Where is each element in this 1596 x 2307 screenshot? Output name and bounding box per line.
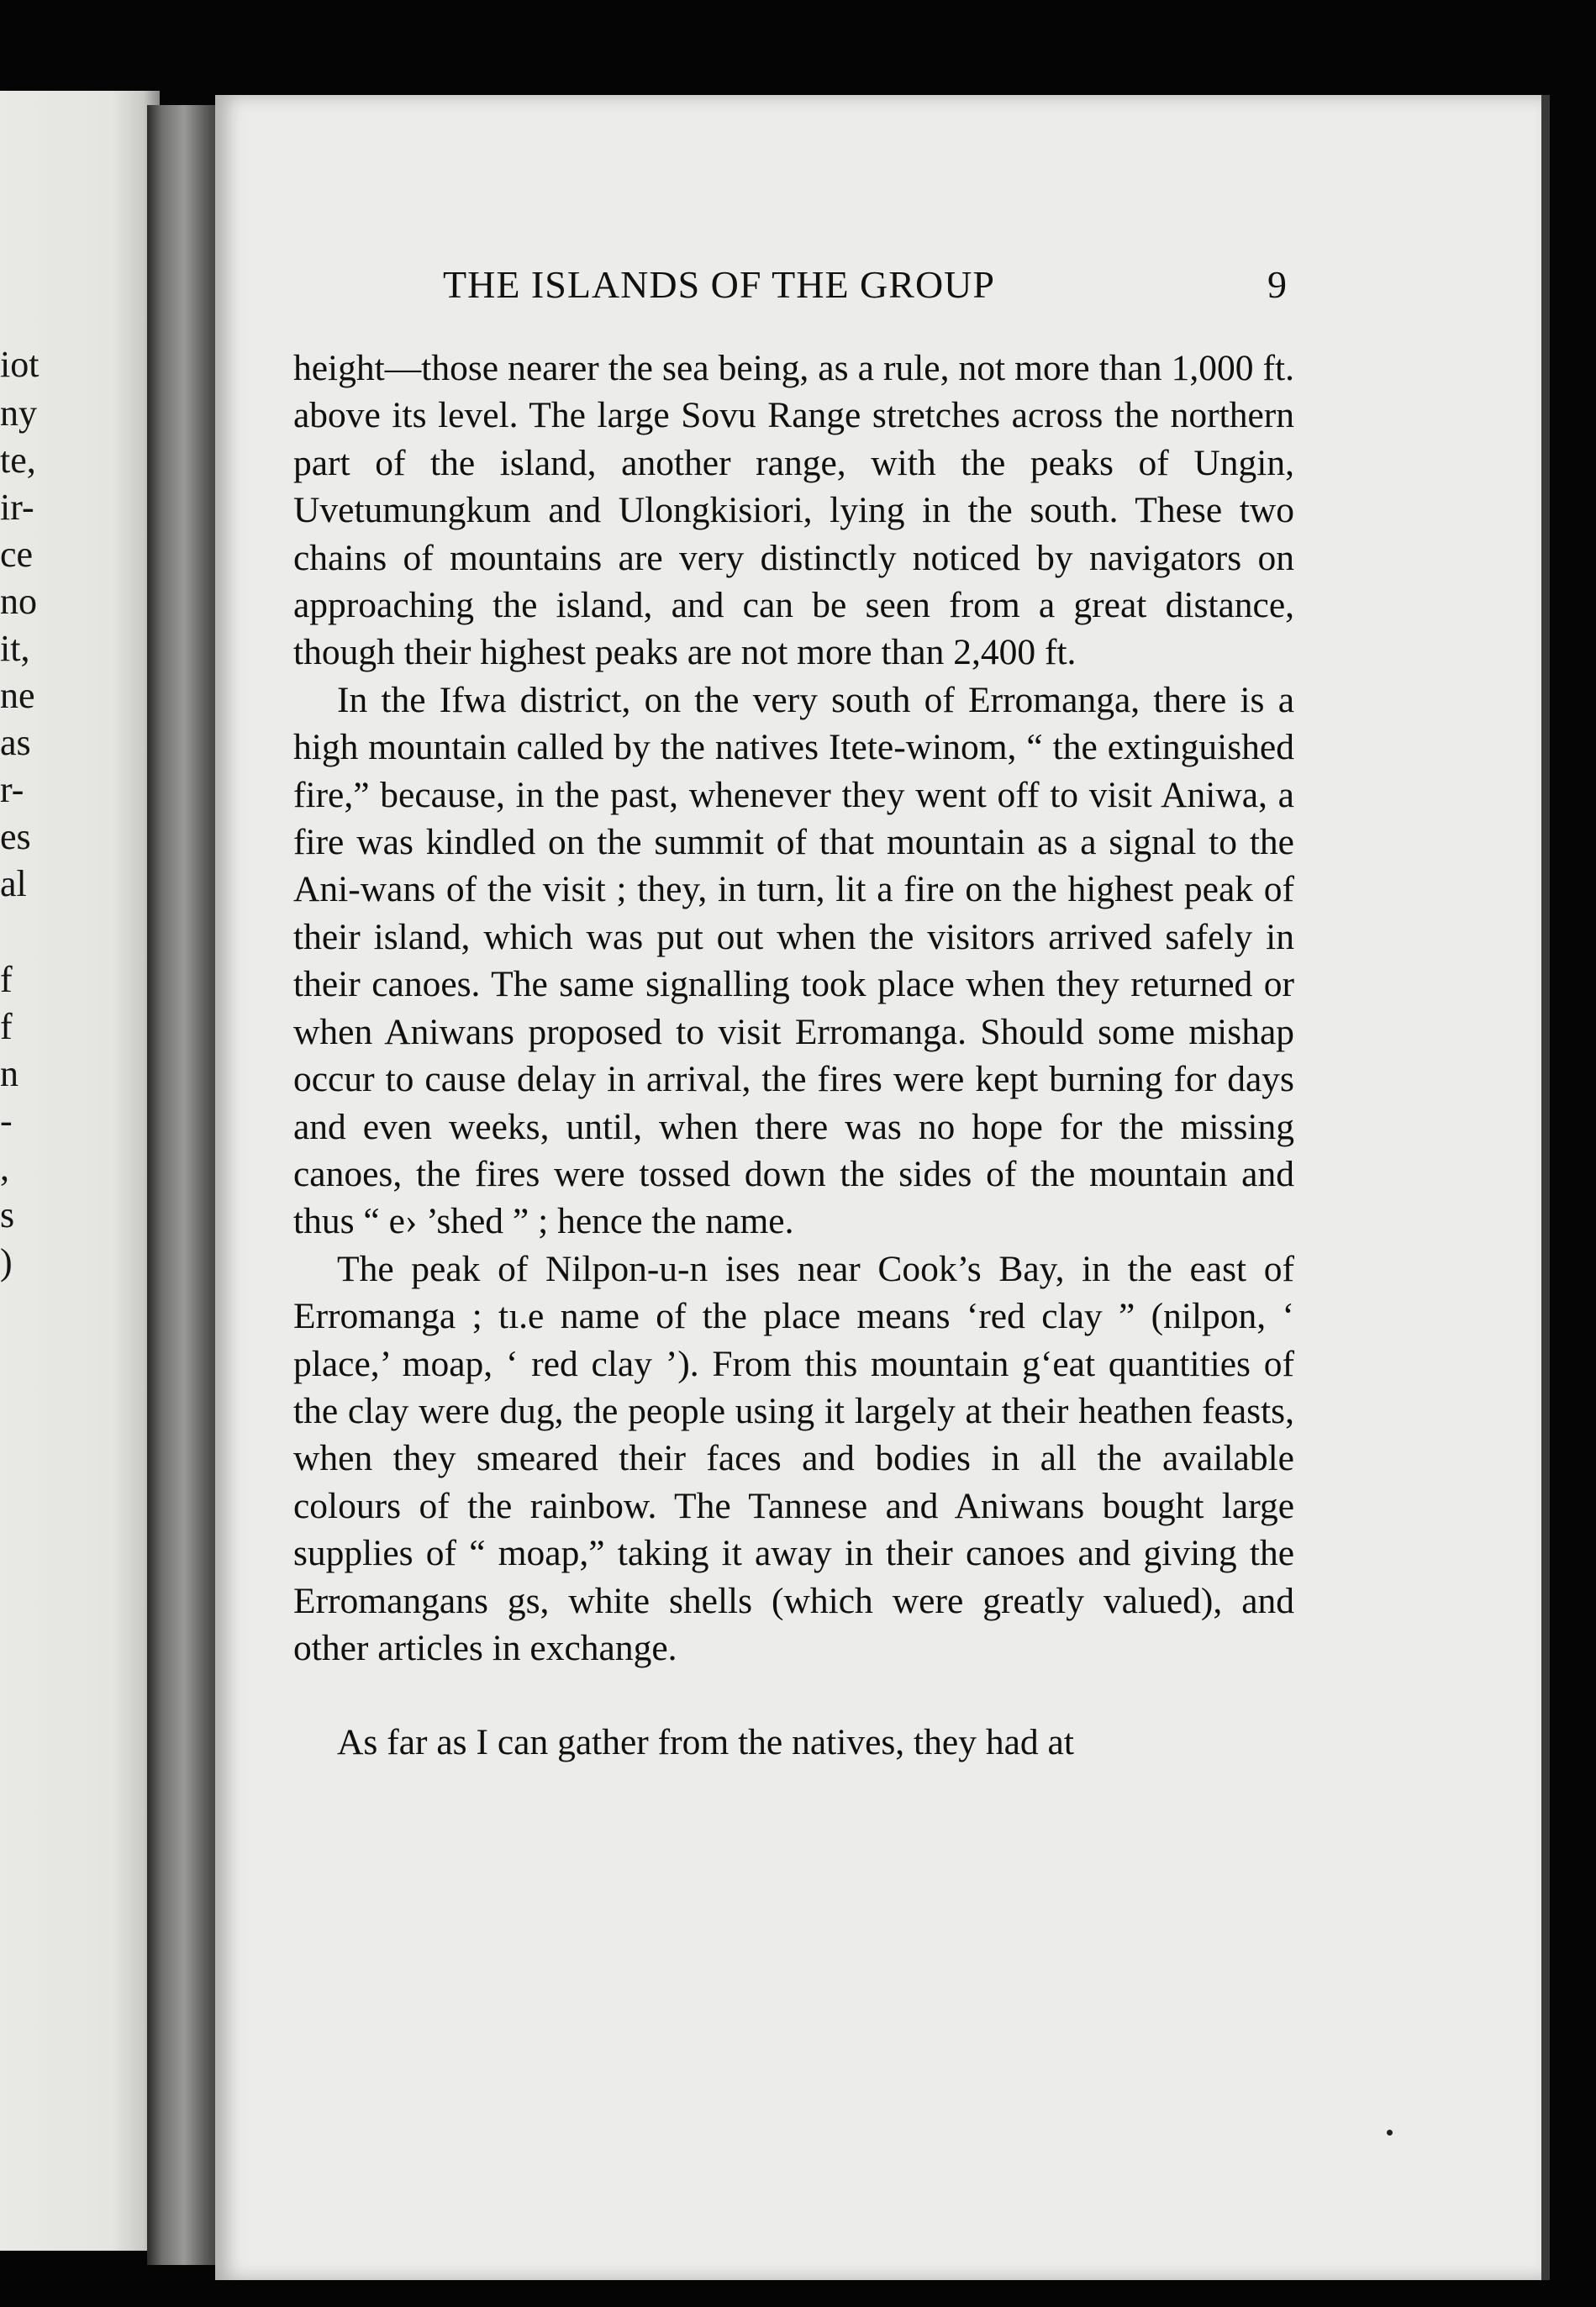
running-head: THE ISLANDS OF THE GROUP — [443, 263, 995, 306]
left-line-fragment: s — [0, 1194, 15, 1235]
left-line-fragment: f — [0, 1006, 13, 1047]
paragraph: In the Ifwa district, on the very south of Erromanga, there is a high mountain called by the natives Itete-winom, “ the extinguished fire,” because, in the past, whenever they went off to visit Aniwa, a fire was kindled on the summit of that mountain as a signal to the Ani-wans of the visit ; they, in turn, lit a fire on the highest peak of their island, which was put out when the visitors arrived safely in their canoes. The same signalling took place when they returned or when Aniwans proposed to visit Erromanga. Should some mishap occur to cause delay in arrival, the fires were kept burning for days and even weeks, until, when there was no hope for the missing canoes, the fires were tossed down the sides of the mountain and thus “ e› ’shed ” ; hence the name. — [293, 679, 1294, 1242]
left-line-fragment: r- — [0, 769, 24, 810]
left-line-fragment: ir- — [0, 487, 34, 528]
book-gutter-shadow — [147, 105, 221, 2265]
paragraph: As far as I can gather from the natives, they had at — [337, 1722, 1074, 1763]
left-line-fragment: ny — [0, 392, 37, 434]
left-line-fragment: ne — [0, 675, 35, 716]
left-line-fragment: iot — [0, 344, 40, 385]
left-line-fragment: no — [0, 581, 37, 622]
body-text — [293, 345, 1294, 1767]
page-edge — [1541, 95, 1550, 2280]
paragraph: The peak of Nilpon-u-n ises near Cook’s Bay, in the east of Erromanga ; tı.e name of the place means ‘red clay ” (nilpon, ‘ place,’ moap, ‘ red clay ’). From this mountain gʻeat quantities of the clay were dug, the people using it largely at their heathen feasts, when they smeared their faces and bodies in all the available colours of the rainbow. The Tannese and Aniwans bought large supplies of “ moap,” taking it away in their canoes and giving the Erromangans gs, white shells (which were greatly valued), and other articles in exchange. — [293, 1248, 1294, 1668]
left-line-fragment: f — [0, 959, 13, 1000]
scan-speck — [1387, 2130, 1393, 2136]
left-line-fragment: - — [0, 1100, 13, 1141]
left-line-fragment: al — [0, 863, 27, 904]
left-line-fragment: as — [0, 722, 31, 763]
left-line-fragment: , — [0, 1147, 9, 1188]
left-line-fragment: es — [0, 816, 31, 857]
left-line-fragment: ) — [0, 1241, 13, 1283]
left-line-fragment: it, — [0, 628, 30, 669]
left-line-fragment: te, — [0, 440, 36, 481]
left-line-fragment: n — [0, 1053, 18, 1094]
paragraph: height—those nearer the sea being, as a rule, not more than 1,000 ft. above its level. The large Sovu Range stretches across the northern part of the island, another range, with the peaks of Ungin, Uvetumungkum and Ulongkisiori, lying in the south. These two chains of mountains are very distinctly noticed by navigators on approaching the island, and can be seen from a great distance, though their highest peaks are not more than 2,400 ft. — [293, 348, 1294, 673]
page-number: 9 — [1267, 263, 1287, 306]
left-line-fragment: ce — [0, 534, 34, 575]
left-page-fragment — [0, 91, 160, 2251]
